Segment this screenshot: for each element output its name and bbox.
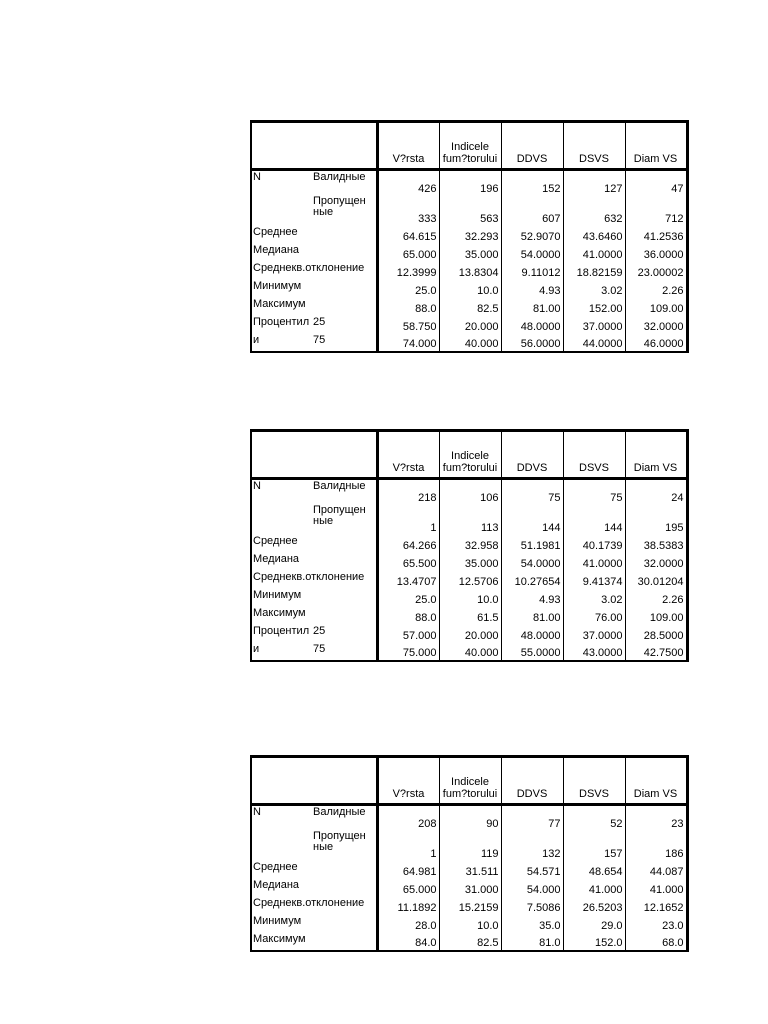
table-cell: 1 [430, 847, 437, 860]
statistics-table [250, 120, 689, 353]
column-header: V?rsta [377, 431, 439, 479]
table-cell: 81.00 [501, 298, 563, 316]
table-cell: 42.7500 [625, 643, 687, 661]
table-cell: 65.000 [402, 248, 437, 261]
table-cell: 9.41374 [563, 571, 625, 589]
column-header: DSVS [563, 431, 625, 479]
table-cell: 15.2159 [439, 897, 501, 915]
row-sublabel [311, 226, 377, 244]
table-cell: 37.0000 [563, 316, 625, 334]
table-cell: 563 [439, 196, 501, 226]
table-cell: 2.26 [625, 589, 687, 607]
table-cell: 12.1652 [625, 897, 687, 915]
table-cell: 31.511 [439, 861, 501, 879]
row-label: Среднее [251, 861, 311, 879]
row-sublabel [311, 861, 377, 879]
table-cell: 54.000 [501, 879, 563, 897]
table-cell: 13.8304 [439, 262, 501, 280]
table-cell: 18.82159 [563, 262, 625, 280]
row-label: N [251, 170, 311, 196]
table-cell: 109.00 [625, 298, 687, 316]
table-cell: 41.0000 [563, 244, 625, 262]
table-cell: 2.26 [625, 280, 687, 298]
table-row [251, 625, 687, 643]
table-cell: 29.0 [563, 915, 625, 933]
table-cell: 54.571 [501, 861, 563, 879]
table-cell: 152 [501, 170, 563, 196]
table-cell: 3.02 [563, 589, 625, 607]
row-label: Процентил [251, 625, 311, 643]
table-cell: 90 [439, 805, 501, 831]
table-cell: 23 [625, 805, 687, 831]
row-sublabel: 75 [311, 334, 377, 352]
row-label: Максимум [251, 933, 311, 951]
row-label: Минимум [251, 589, 311, 607]
table-row [251, 831, 687, 861]
row-label: Медиана [251, 879, 311, 897]
table-cell: 10.0 [439, 280, 501, 298]
table-cell: 43.0000 [563, 643, 625, 661]
table-row [251, 553, 687, 571]
table-row [251, 915, 687, 933]
row-label: и [251, 643, 311, 661]
row-label: Медиана [251, 244, 311, 262]
table-cell: 20.000 [439, 316, 501, 334]
table-cell: 88.0 [415, 611, 437, 624]
table-cell: 113 [439, 505, 501, 535]
table-cell: 41.000 [563, 879, 625, 897]
table-cell: 32.958 [439, 535, 501, 553]
table-row [251, 298, 687, 316]
table-row [251, 479, 687, 505]
header-corner-cell [251, 122, 311, 170]
table-cell: 44.0000 [563, 334, 625, 352]
table-cell: 74.000 [377, 334, 439, 352]
row-label: Медиана [251, 553, 311, 571]
row-label [251, 196, 311, 226]
row-label: Среднекв.отклонение [251, 571, 311, 589]
column-header: DDVS [501, 431, 563, 479]
table-cell: 32.293 [439, 226, 501, 244]
table-cell: 75 [501, 479, 563, 505]
row-label: N [251, 805, 311, 831]
table-cell: 43.6460 [563, 226, 625, 244]
table-row [251, 505, 687, 535]
table-cell: 28.5000 [625, 625, 687, 643]
table-cell: 84.0 [377, 933, 439, 951]
column-header [439, 757, 501, 805]
table-cell: 61.5 [439, 607, 501, 625]
statistics-table [250, 429, 689, 662]
table-cell: 77 [501, 805, 563, 831]
header-corner-cell [311, 122, 377, 170]
table-row [251, 897, 687, 915]
column-header: V?rsta [377, 757, 439, 805]
table-cell: 35.0 [501, 915, 563, 933]
column-header: Diam VS [625, 757, 687, 805]
row-sublabel [311, 915, 377, 933]
table-cell: 186 [625, 831, 687, 861]
row-label: N [251, 479, 311, 505]
table-row [251, 607, 687, 625]
table-row [251, 933, 687, 951]
row-label: Среднекв.отклонение [251, 262, 311, 280]
row-sublabel [311, 298, 377, 316]
table-cell: 40.000 [439, 334, 501, 352]
column-header: Diam VS [625, 122, 687, 170]
table-header-row [251, 122, 687, 170]
table-cell: 32.0000 [625, 316, 687, 334]
row-sublabel: 75 [311, 643, 377, 661]
table-cell: 76.00 [563, 607, 625, 625]
column-header [439, 431, 501, 479]
table-row [251, 334, 687, 352]
row-sublabel [311, 535, 377, 553]
table-cell: 157 [563, 831, 625, 861]
table-cell: 4.93 [501, 589, 563, 607]
row-label: Максимум [251, 607, 311, 625]
table-cell: 81.0 [501, 933, 563, 951]
table-cell: 144 [563, 505, 625, 535]
table-cell: 26.5203 [563, 897, 625, 915]
table-row [251, 879, 687, 897]
table-cell: 4.93 [501, 280, 563, 298]
table-cell: 88.0 [415, 302, 437, 315]
row-sublabel [311, 280, 377, 298]
header-corner-cell [311, 757, 377, 805]
table-row [251, 643, 687, 661]
row-sublabel: Пропущен ные [311, 505, 377, 535]
table-cell: 12.3999 [396, 266, 437, 279]
row-label: Среднее [251, 535, 311, 553]
table-cell: 152.00 [563, 298, 625, 316]
table-cell: 109.00 [625, 607, 687, 625]
column-header-line: fum?torului [442, 153, 498, 165]
table-cell: 44.087 [625, 861, 687, 879]
row-sublabel [311, 589, 377, 607]
table-cell: 48.0000 [501, 625, 563, 643]
table-cell: 426 [418, 182, 437, 195]
column-header-line: Indicele [451, 450, 489, 462]
table-cell: 51.1981 [501, 535, 563, 553]
table-cell: 144 [501, 505, 563, 535]
table-cell: 23.0 [625, 915, 687, 933]
table-cell: 24 [625, 479, 687, 505]
table-cell: 13.4707 [396, 575, 437, 588]
row-sublabel [311, 607, 377, 625]
row-label: Процентил [251, 316, 311, 334]
table-header-row [251, 757, 687, 805]
table-cell: 11.1892 [397, 901, 437, 914]
row-label: и [251, 334, 311, 352]
table-header-row [251, 431, 687, 479]
table-cell: 81.00 [501, 607, 563, 625]
table-cell: 48.0000 [501, 316, 563, 334]
row-label [251, 831, 311, 861]
table-cell: 38.5383 [625, 535, 687, 553]
column-header: V?rsta [377, 122, 439, 170]
table-cell: 119 [439, 831, 501, 861]
table-cell: 64.615 [402, 230, 437, 243]
row-sublabel: 25 [311, 316, 377, 334]
table-cell: 56.0000 [501, 334, 563, 352]
column-header: DDVS [501, 122, 563, 170]
table-cell: 75 [563, 479, 625, 505]
header-corner-cell [251, 431, 311, 479]
table-cell: 41.0000 [563, 553, 625, 571]
row-sublabel [311, 933, 377, 951]
table-cell: 47 [625, 170, 687, 196]
table-cell: 218 [418, 491, 437, 504]
table-cell: 333 [418, 212, 437, 225]
row-sublabel [311, 244, 377, 262]
table-cell: 52 [563, 805, 625, 831]
table-cell: 106 [439, 479, 501, 505]
table-row [251, 196, 687, 226]
table-row [251, 535, 687, 553]
column-header: DSVS [563, 122, 625, 170]
table-cell: 37.0000 [563, 625, 625, 643]
table-row [251, 280, 687, 298]
table-cell: 10.0 [439, 589, 501, 607]
table-row [251, 262, 687, 280]
table-cell: 54.0000 [501, 244, 563, 262]
row-sublabel: Пропущен ные [311, 196, 377, 226]
column-header: DSVS [563, 757, 625, 805]
column-header: Diam VS [625, 431, 687, 479]
table-cell: 30.01204 [625, 571, 687, 589]
table-cell: 632 [563, 196, 625, 226]
table-cell: 28.0 [415, 919, 437, 932]
row-sublabel: 25 [311, 625, 377, 643]
table-row [251, 316, 687, 334]
table-cell: 48.654 [563, 861, 625, 879]
table-cell: 68.0 [625, 933, 687, 951]
table-cell: 64.981 [402, 865, 437, 878]
table-cell: 46.0000 [625, 334, 687, 352]
table-cell: 1 [430, 521, 437, 534]
table-cell: 82.5 [439, 298, 501, 316]
table-cell: 208 [418, 817, 437, 830]
table-cell: 52.9070 [501, 226, 563, 244]
column-header-line: fum?torului [442, 462, 498, 474]
table-cell: 195 [625, 505, 687, 535]
row-label: Среднее [251, 226, 311, 244]
table-row [251, 244, 687, 262]
table-cell: 40.1739 [563, 535, 625, 553]
column-header: DDVS [501, 757, 563, 805]
table-cell: 40.000 [439, 643, 501, 661]
table-cell: 36.0000 [625, 244, 687, 262]
table-row [251, 226, 687, 244]
table-cell: 7.5086 [501, 897, 563, 915]
table-cell: 9.11012 [501, 262, 563, 280]
table-cell: 10.27654 [501, 571, 563, 589]
table-cell: 41.000 [625, 879, 687, 897]
row-label [251, 505, 311, 535]
row-label: Максимум [251, 298, 311, 316]
column-header-line: fum?torului [442, 788, 498, 800]
column-header-line: Indicele [451, 776, 489, 788]
table-cell: 65.500 [402, 557, 437, 570]
row-sublabel: Пропущен ные [311, 831, 377, 861]
table-cell: 25.0 [415, 284, 437, 297]
table-row [251, 571, 687, 589]
table-cell: 196 [439, 170, 501, 196]
table-cell: 31.000 [439, 879, 501, 897]
table-row [251, 805, 687, 831]
table-row [251, 589, 687, 607]
table-cell: 127 [563, 170, 625, 196]
row-sublabel [311, 879, 377, 897]
table-row [251, 861, 687, 879]
row-label: Минимум [251, 915, 311, 933]
table-cell: 23.00002 [625, 262, 687, 280]
table-cell: 64.266 [402, 539, 437, 552]
table-cell: 65.000 [402, 883, 437, 896]
row-sublabel: Валидные [311, 479, 377, 505]
row-sublabel: Валидные [311, 805, 377, 831]
table-cell: 132 [501, 831, 563, 861]
table-cell: 82.5 [439, 933, 501, 951]
table-cell: 35.000 [439, 244, 501, 262]
row-label: Минимум [251, 280, 311, 298]
table-cell: 32.0000 [625, 553, 687, 571]
table-cell: 41.2536 [625, 226, 687, 244]
table-cell: 25.0 [415, 593, 437, 606]
row-sublabel: Валидные [311, 170, 377, 196]
row-label: Среднекв.отклонение [251, 897, 311, 915]
header-corner-cell [251, 757, 311, 805]
table-cell: 12.5706 [439, 571, 501, 589]
statistics-table [250, 755, 689, 952]
table-cell: 10.0 [439, 915, 501, 933]
row-sublabel [311, 553, 377, 571]
table-row [251, 170, 687, 196]
table-cell: 3.02 [563, 280, 625, 298]
table-cell: 20.000 [439, 625, 501, 643]
column-header-line: Indicele [451, 141, 489, 153]
table-cell: 75.000 [377, 643, 439, 661]
table-cell: 152.0 [563, 933, 625, 951]
table-cell: 607 [501, 196, 563, 226]
table-cell: 57.000 [402, 629, 437, 642]
header-corner-cell [311, 431, 377, 479]
table-cell: 712 [625, 196, 687, 226]
column-header [439, 122, 501, 170]
table-cell: 55.0000 [501, 643, 563, 661]
table-cell: 58.750 [402, 320, 437, 333]
table-cell: 54.0000 [501, 553, 563, 571]
table-cell: 35.000 [439, 553, 501, 571]
